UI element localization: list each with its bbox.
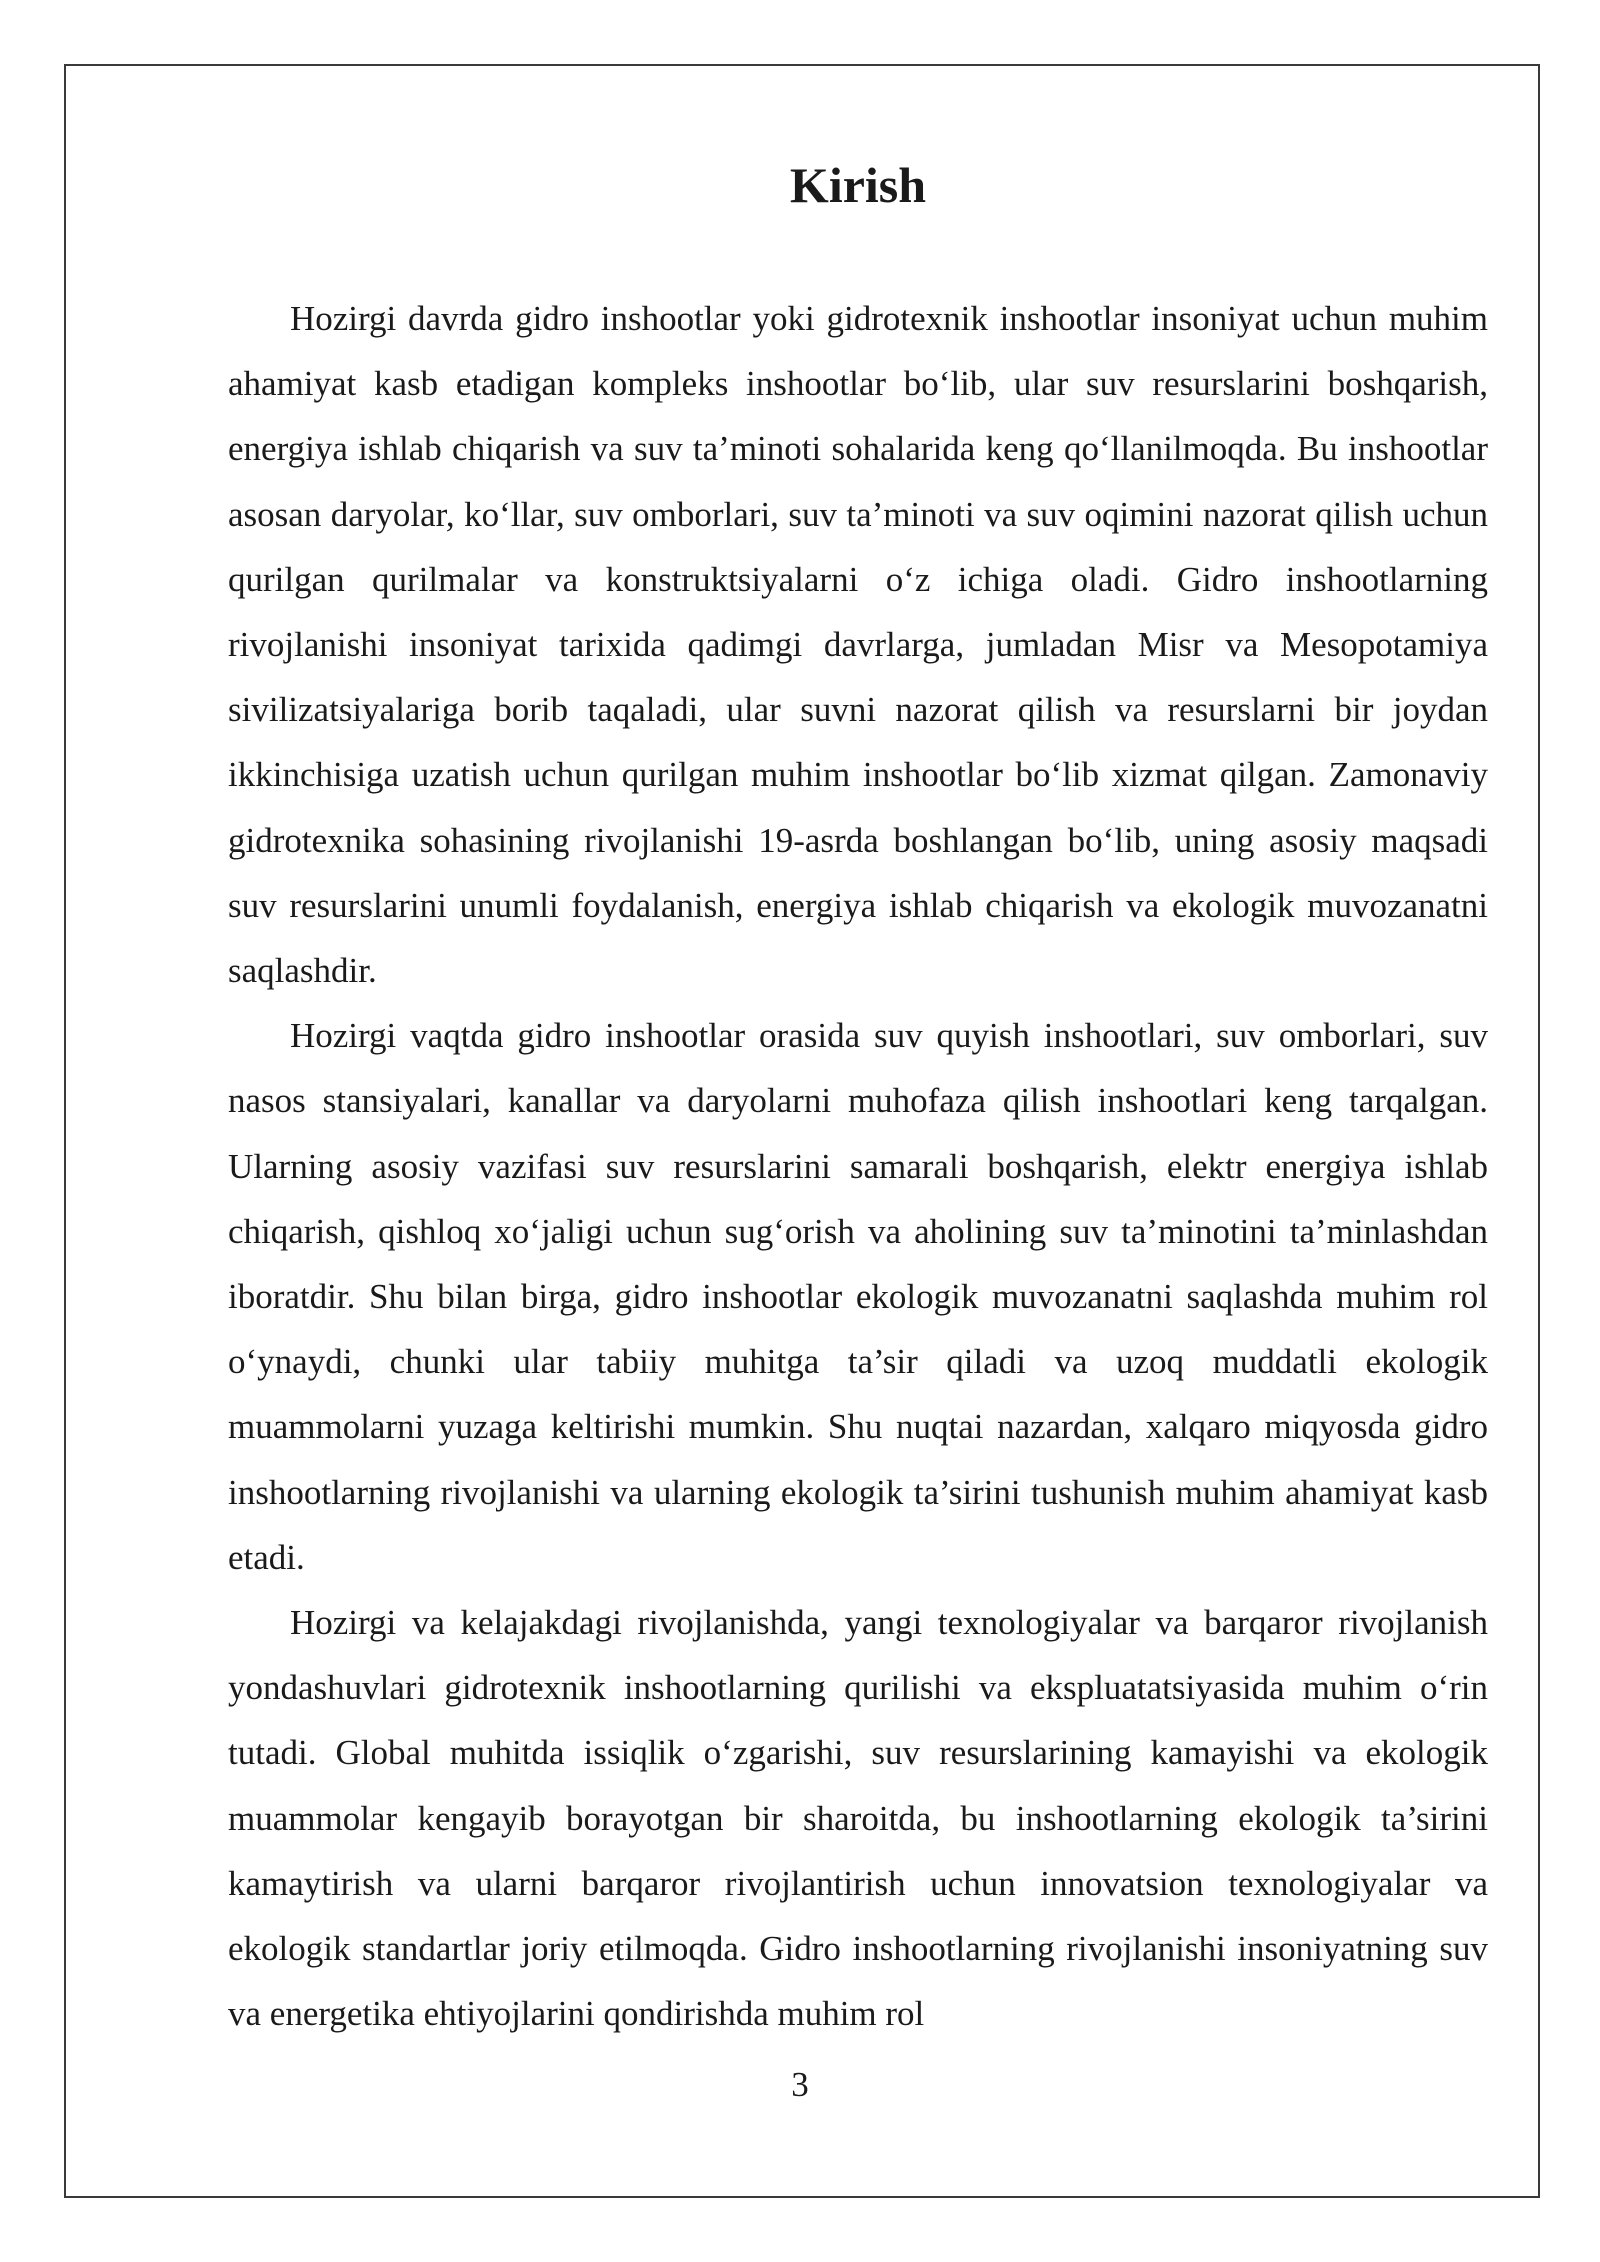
paragraph-1: Hozirgi davrda gidro inshootlar yoki gidrotexnik inshootlar insoniyat uchun muhim ahamiyat kasb etadigan kompleks inshootlar bo‘lib, ular suv resurslarini boshqarish, energiya ishlab chiqarish va suv ta’minoti sohalarida keng qo‘llanilmoqda. Bu inshootlar asosan daryolar, ko‘llar, suv omborlari, suv ta’minoti va suv oqimini nazorat qilish uchun qurilgan qurilmalar va konstruktsiyalarni o‘z ichiga oladi. Gidro inshootlarning rivojlanishi insoniyat tarixida qadimgi davrlarga, jumladan Misr va Mesopotamiya sivilizatsiyalariga borib taqaladi, ular suvni nazorat qilish va resurslarni bir joydan ikkinchisiga uzatish uchun qurilgan muhim inshootlar bo‘lib xizmat qilgan. Zamonaviy gidrotexnika sohasining rivojlanishi 19-asrda boshlangan bo‘lib, uning asosiy maqsadi suv resurslarini unumli foydalanish, energiya ishlab chiqarish va ekologik muvozanatni saqlashdir. [228, 299, 1488, 991]
paragraph-3: Hozirgi va kelajakdagi rivojlanishda, yangi texnologiyalar va barqaror rivojlanish yondashuvlari gidrotexnik inshootlarning qurilishi va ekspluatatsiyasida muhim o‘rin tutadi. Global muhitda issiqlik o‘zgarishi, suv resurslarining kamayishi va ekologik muammolar kengayib borayotgan bir sharoitda, bu inshootlarning ekologik ta’sirini kamaytirish va ularni barqaror rivojlantirish uchun innovatsion texnologiyalar va ekologik standartlar joriy etilmoqda. Gidro inshootlarning rivojlanishi insoniyatning suv va energetika ehtiyojlarini qondirishda muhim rol [228, 1603, 1488, 2034]
body-text [228, 286, 1488, 2046]
paragraph-2: Hozirgi vaqtda gidro inshootlar orasida suv quyish inshootlari, suv omborlari, suv nasos stansiyalari, kanallar va daryolarni muhofaza qilish inshootlari keng tarqalgan. Ularning asosiy vazifasi suv resurslarini samarali boshqarish, elektr energiya ishlab chiqarish, qishloq xo‘jaligi uchun sug‘orish va aholining suv ta’minotini ta’minlashdan iboratdir. Shu bilan birga, gidro inshootlar ekologik muvozanatni saqlashda muhim rol o‘ynaydi, chunki ular tabiiy muhitga ta’sir qiladi va uzoq muddatli ekologik muammolarni yuzaga keltirishi mumkin. Shu nuqtai nazardan, xalqaro miqyosda gidro inshootlarning rivojlanishi va ularning ekologik ta’sirini tushunish muhim ahamiyat kasb etadi. [228, 1016, 1488, 1577]
page-number: 3 [791, 2065, 809, 2104]
page-title: Kirish [789, 157, 927, 213]
